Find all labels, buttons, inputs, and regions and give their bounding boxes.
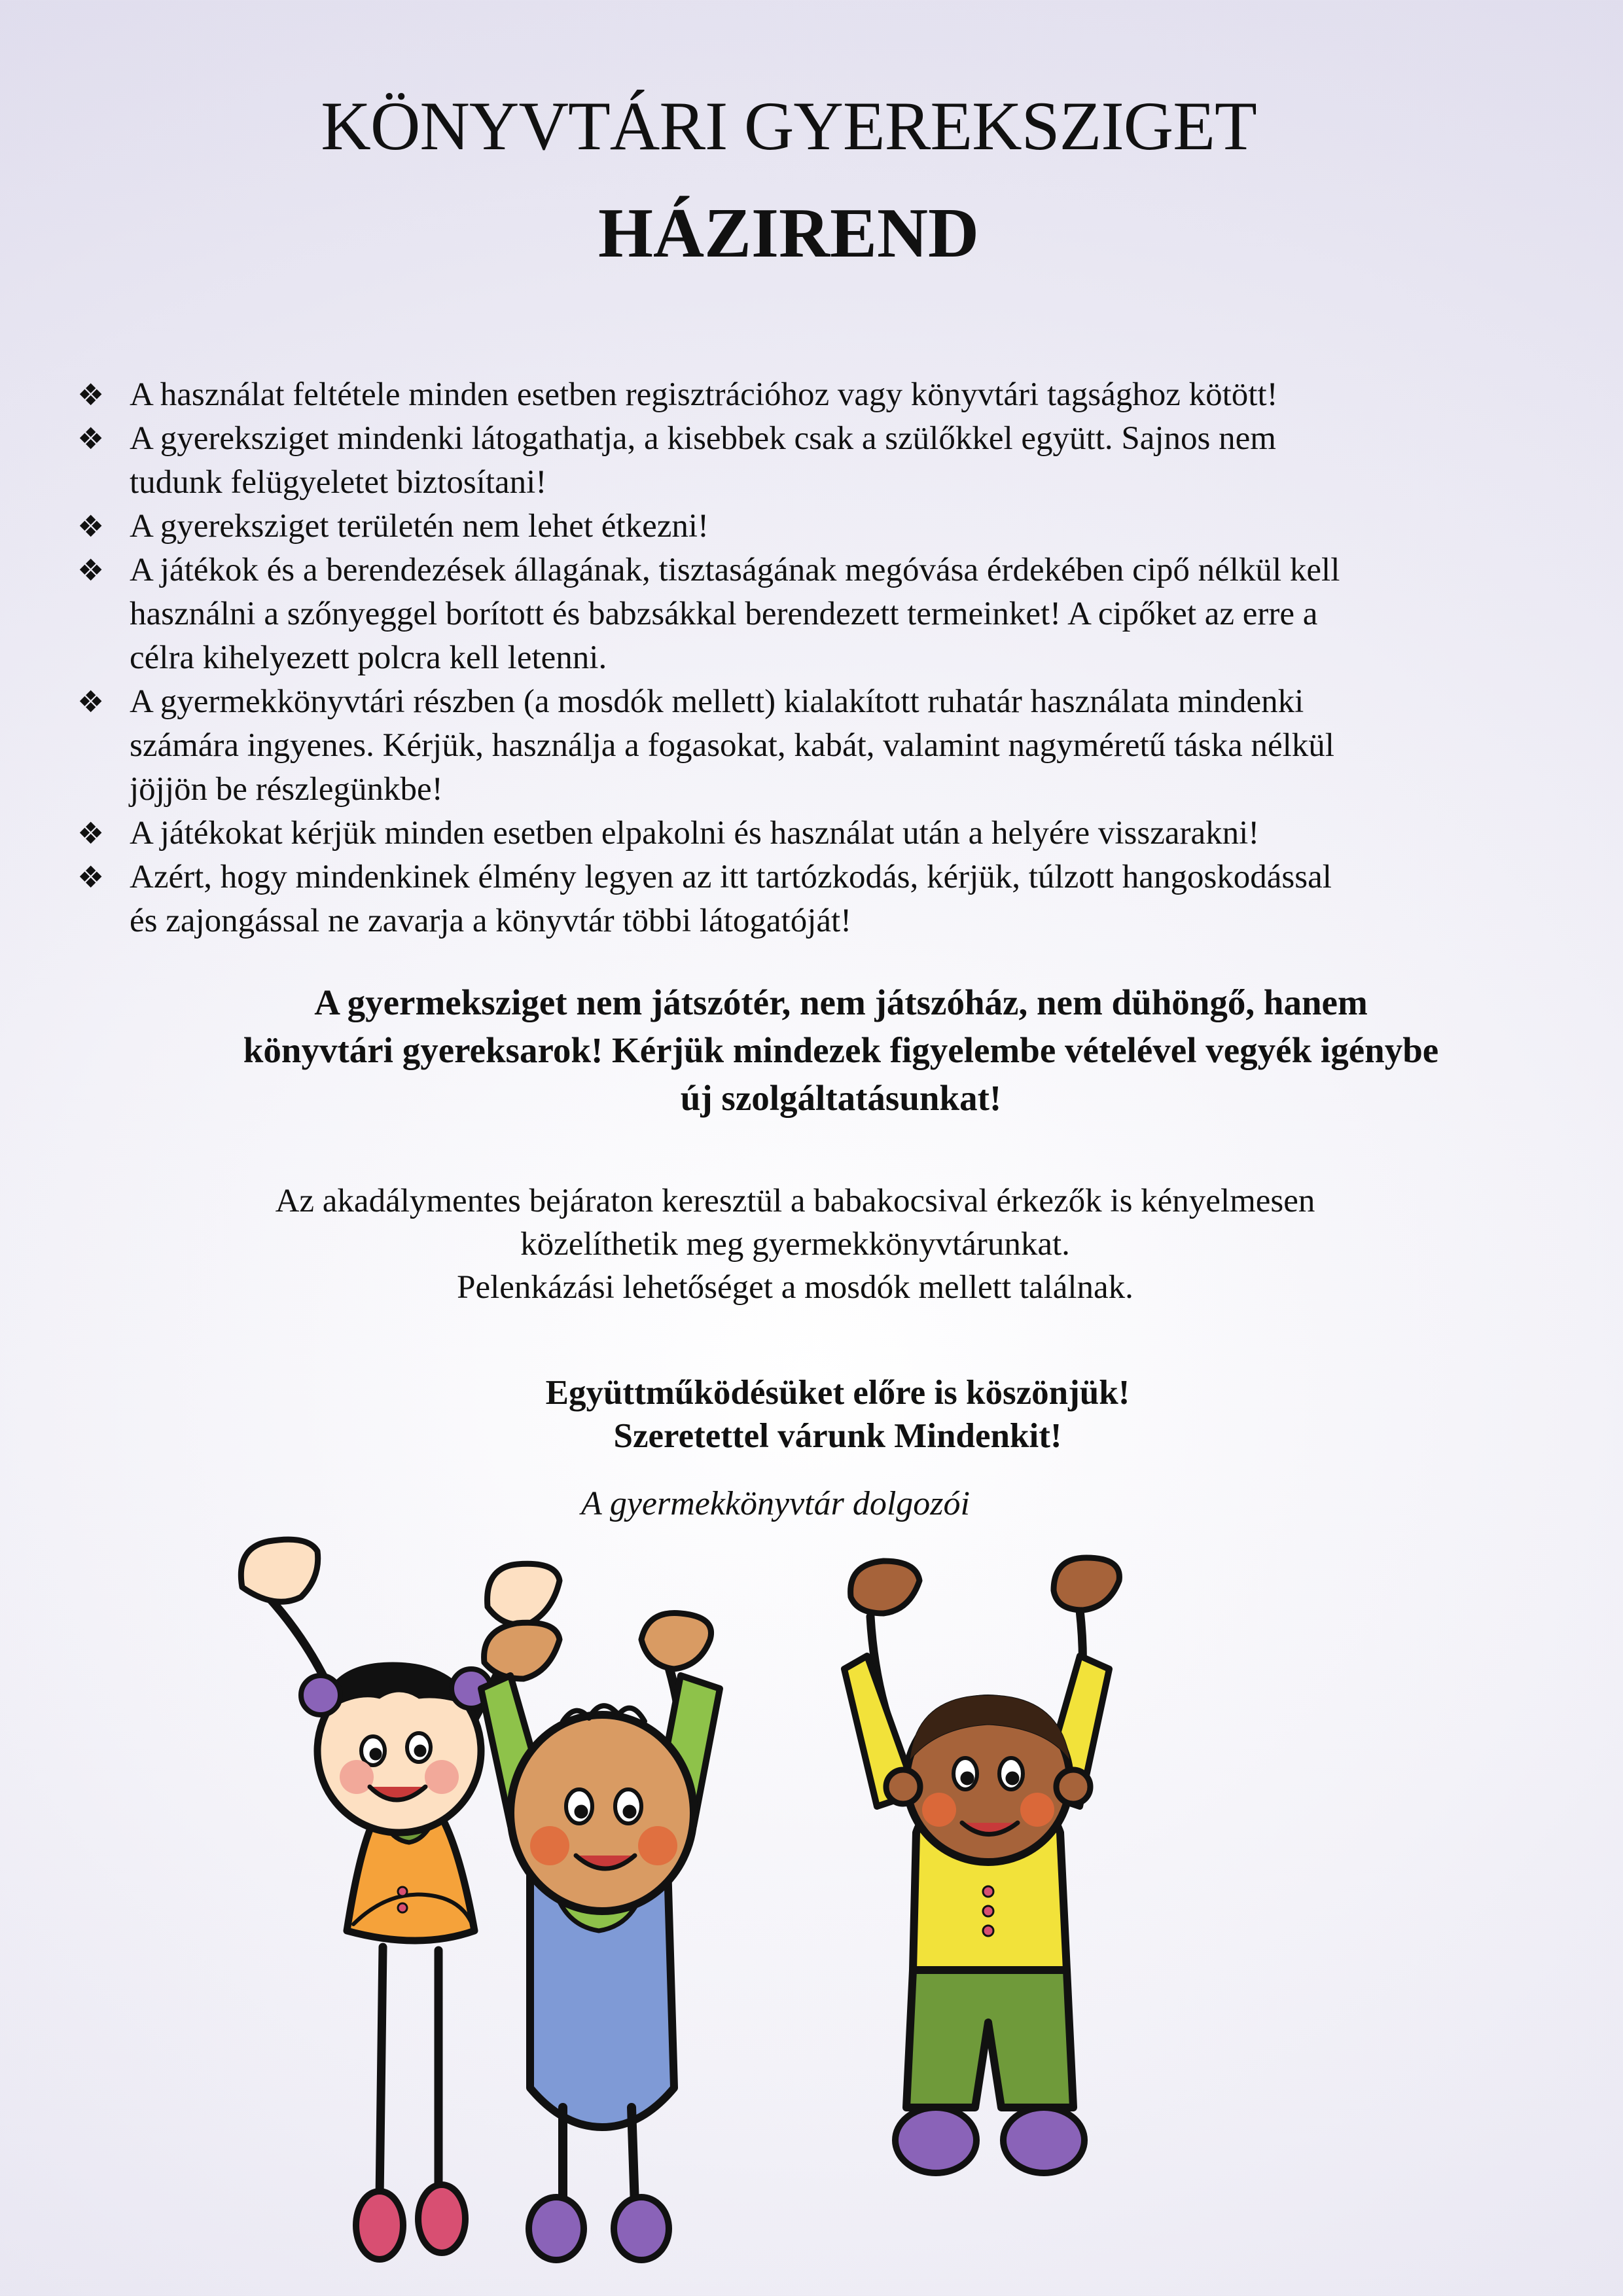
accessibility-line: Pelenkázási lehetőséget a mosdók mellett találnak. bbox=[457, 1269, 1133, 1306]
rule-line: A gyereksziget mindenki látogathatja, a kisebbek csak a szülőkkel együtt. Sajnos nem bbox=[130, 420, 1276, 457]
rule-line: A gyereksziget területén nem lehet étkezni! bbox=[130, 508, 709, 545]
accessibility-line: közelíthetik meg gyermekkönyvtárunkat. bbox=[520, 1226, 1070, 1263]
rule-line: A használat feltétele minden esetben regisztrációhoz vagy könyvtári tagsághoz kötött! bbox=[130, 376, 1278, 413]
accessibility-paragraph bbox=[98, 1179, 1492, 1309]
rule-line: számára ingyenes. Kérjük, használja a fogasokat, kabát, valamint nagyméretű táska nélkül bbox=[130, 727, 1334, 764]
children-illustration bbox=[223, 1499, 1309, 2284]
diamond-bullet-icon: ❖ bbox=[77, 816, 105, 851]
rule-line: A gyermekkönyvtári részben (a mosdók mellett) kialakított ruhatár használata mindenki bbox=[130, 683, 1304, 720]
document-title: KÖNYVTÁRI GYEREKSZIGET bbox=[321, 88, 1257, 164]
rule-item bbox=[77, 548, 1576, 680]
diamond-bullet-icon: ❖ bbox=[77, 552, 105, 588]
accessibility-line: Az akadálymentes bejáraton keresztül a babakocsival érkezők is kényelmesen bbox=[275, 1183, 1315, 1219]
signature: A gyermekkönyvtár dolgozói bbox=[581, 1485, 970, 1522]
document-subtitle: HÁZIREND bbox=[597, 194, 980, 272]
rule-line: A játékok és a berendezések állagának, tisztaságának megóvása érdekében cipő nélkül kell bbox=[130, 552, 1340, 588]
notice-line: A gyermeksziget nem játszótér, nem játszóház, nem dühöngő, hanem bbox=[314, 982, 1368, 1022]
rule-item bbox=[77, 417, 1576, 505]
notice-paragraph bbox=[124, 978, 1558, 1122]
house-rules-list bbox=[77, 373, 1576, 943]
boy-middle-figure bbox=[481, 1613, 720, 2261]
notice-line: új szolgáltatásunkat! bbox=[680, 1078, 1002, 1118]
diamond-bullet-icon: ❖ bbox=[77, 377, 105, 412]
thanks-paragraph bbox=[0, 1371, 1623, 1458]
rule-line: és zajongással ne zavarja a könyvtár többi látogatóját! bbox=[130, 903, 852, 939]
diamond-bullet-icon: ❖ bbox=[77, 684, 105, 719]
boy-right-figure bbox=[844, 1558, 1119, 2173]
thanks-line: Szeretettel várunk Mindenkit! bbox=[613, 1417, 1062, 1455]
notice-line: könyvtári gyereksarok! Kérjük mindezek figyelembe vételével vegyék igénybe bbox=[243, 1030, 1439, 1070]
rule-line: Azért, hogy mindenkinek élmény legyen az itt tartózkodás, kérjük, túlzott hangoskodással bbox=[130, 859, 1332, 895]
rule-line: tudunk felügyeletet biztosítani! bbox=[130, 464, 547, 501]
rule-line: jöjjön be részlegünkbe! bbox=[130, 771, 443, 808]
rule-item bbox=[77, 373, 1576, 417]
rule-line: célra kihelyezett polcra kell letenni. bbox=[130, 639, 607, 676]
thanks-line: Együttműködésüket előre is köszönjük! bbox=[545, 1374, 1130, 1412]
rule-item bbox=[77, 812, 1576, 855]
diamond-bullet-icon: ❖ bbox=[77, 509, 105, 544]
diamond-bullet-icon: ❖ bbox=[77, 859, 105, 895]
rule-line: használni a szőnyeggel borított és babzsákkal berendezett termeinket! A cipőket az erre a bbox=[130, 596, 1318, 632]
rule-item bbox=[77, 855, 1576, 943]
rule-item bbox=[77, 505, 1576, 548]
rule-line: A játékokat kérjük minden esetben elpakolni és használat után a helyére visszarakni! bbox=[130, 815, 1260, 852]
rule-item bbox=[77, 680, 1576, 812]
diamond-bullet-icon: ❖ bbox=[77, 421, 105, 456]
